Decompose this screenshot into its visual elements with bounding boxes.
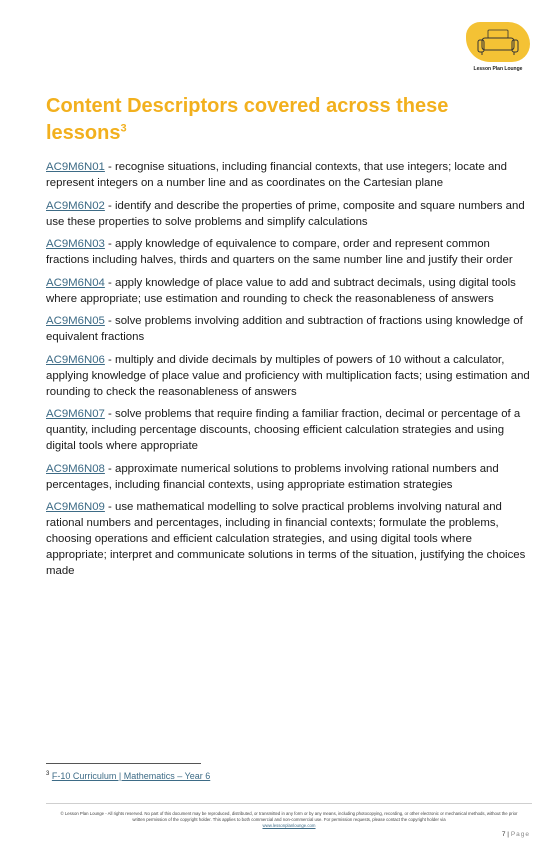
descriptor-code-link[interactable]: AC9M6N07 (46, 408, 105, 420)
list-item (46, 198, 532, 230)
descriptor-code-link[interactable]: AC9M6N08 (46, 462, 105, 475)
descriptor-code-link[interactable]: AC9M6N02 (46, 199, 105, 212)
list-item (46, 313, 532, 345)
descriptor-text: - identify and describe the properties of prime, composite and square numbers and use these properties to solve problems and simplify calculations (46, 199, 525, 228)
descriptor-code-link[interactable]: AC9M6N05 (46, 315, 105, 327)
title-footnote-ref[interactable]: 3 (120, 122, 127, 135)
page-title (46, 93, 516, 147)
descriptor-code-link[interactable]: AC9M6N06 (46, 353, 105, 366)
list-item (46, 461, 532, 493)
content-descriptor-list (46, 159, 532, 586)
list-item (46, 236, 532, 268)
descriptor-text: - approximate numerical solutions to problems involving rational numbers and percentages, including financial contexts, using appropriate estimation strategies (46, 462, 499, 491)
descriptor-text: - apply knowledge of equivalence to compare, order and represent common fractions including halves, thirds and quarters on the same number line and justify their order (46, 238, 513, 266)
descriptor-text: - multiply and divide decimals by multiples of powers of 10 without a calculator, applying knowledge of place value and proficiency with multiplication facts; using estimation and rounding to check the reasonableness of answers (46, 353, 530, 398)
page-number-value: 7 (501, 831, 506, 838)
descriptor-text: - solve problems involving addition and subtraction of fractions using knowledge of equivalent fractions (46, 315, 523, 343)
footer-copyright (56, 811, 522, 829)
descriptor-text: - solve problems that require finding a familiar fraction, decimal or percentage of a quantity, including percentage discounts, choosing efficient calculation strategies and using digital tools where appropriate (46, 408, 521, 452)
footer-divider (46, 803, 532, 804)
page-title-text: Content Descriptors covered across these lessons (46, 95, 449, 144)
logo-text: Lesson Plan Lounge (473, 66, 523, 72)
descriptor-code-link[interactable]: AC9M6N01 (46, 161, 105, 173)
descriptor-code-link[interactable]: AC9M6N09 (46, 501, 105, 513)
descriptor-text: - apply knowledge of place value to add and subtract decimals, using digital tools where appropriate; use estimation and rounding to check the reasonableness of answers (46, 276, 516, 305)
copyright-text: © Lesson Plan Lounge - All rights reserved. No part of this document may be reproduced, distributed, or transmitted in any form or by any means, including photocopying, recording, or other electronic or mechanical methods, without the prior written permission of the copyright holder. This applies to both commercial and non-commercial use. For permission requests, please contact the copyright holder via (60, 811, 518, 822)
footnote-divider (46, 763, 201, 764)
list-item (46, 159, 532, 191)
sofa-icon (466, 22, 530, 62)
descriptor-text: - recognise situations, including financial contexts, that use integers; locate and represent integers on a number line and as coordinates on the Cartesian plane (46, 161, 507, 189)
footnote-link[interactable]: F-10 Curriculum | Mathematics – Year 6 (51, 771, 211, 781)
website-link[interactable]: www.lessonplanlounge.com (262, 823, 316, 828)
list-item (46, 406, 532, 454)
descriptor-code-link[interactable]: AC9M6N03 (46, 238, 105, 250)
footnote-number: 3 (46, 771, 50, 777)
page-number (502, 831, 530, 838)
footnote (46, 771, 210, 781)
list-item (46, 352, 532, 400)
descriptor-text: - use mathematical modelling to solve practical problems involving natural and rational numbers and percentages, including in financial contexts; formulate the problems, choosing operations and efficient calculation strategies, and using digital tools where appropriate; interpret and communicate solutions in terms of the situation, justifying the choices made (46, 501, 526, 577)
lesson-plan-lounge-logo (466, 22, 530, 78)
logo-badge (466, 22, 530, 62)
page-label: Page (510, 831, 530, 838)
list-item (46, 275, 532, 307)
list-item (46, 499, 532, 579)
page-separator: | (505, 831, 511, 838)
descriptor-code-link[interactable]: AC9M6N04 (46, 276, 105, 289)
